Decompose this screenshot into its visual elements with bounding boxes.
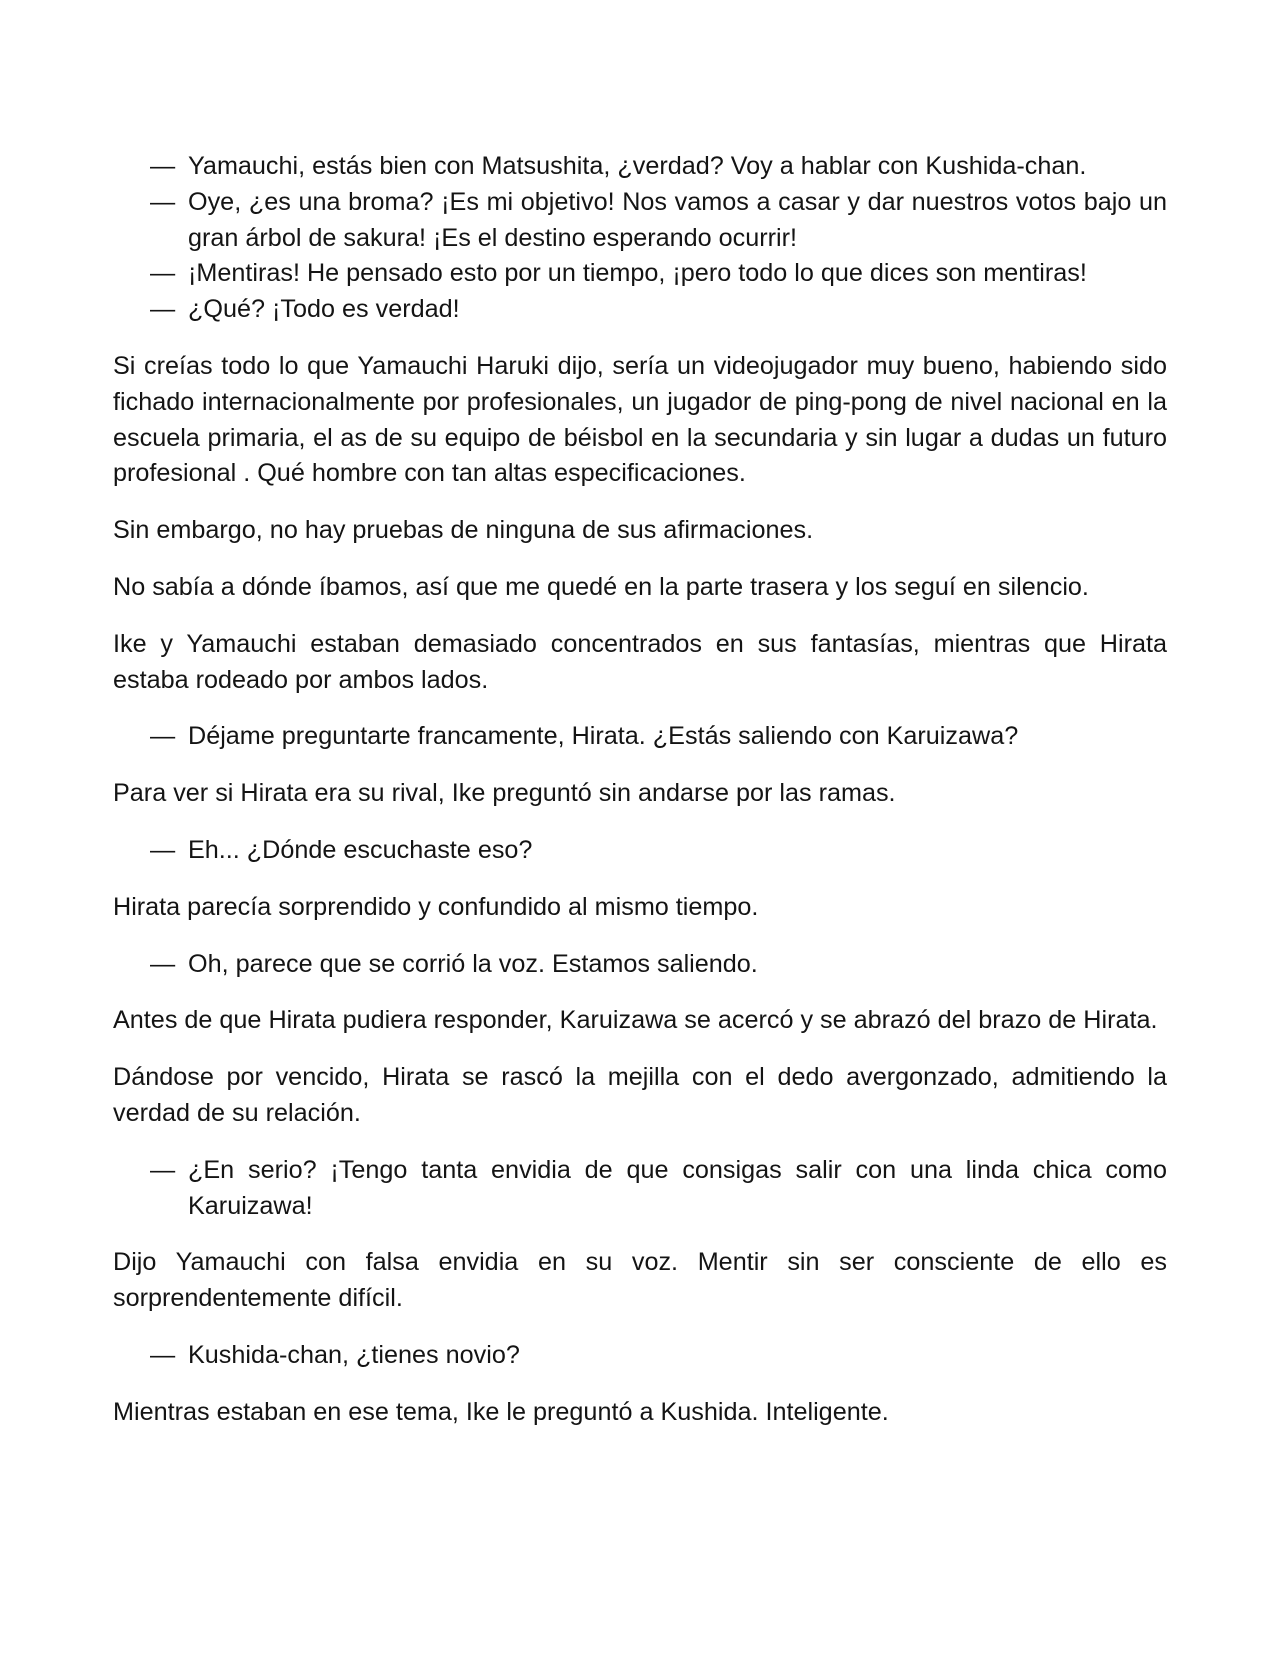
paragraph: Antes de que Hirata pudiera responder, Karuizawa se acercó y se abrazó del brazo de Hirata. [113, 1006, 1158, 1035]
dialogue-dash: — [150, 835, 176, 864]
dialogue-text: Yamauchi, estás bien con Matsushita, ¿verdad? Voy a hablar con Kushida-chan. [188, 152, 1087, 180]
dialogue-text: Kushida-chan, ¿tienes novio? [188, 1340, 520, 1369]
dialogue-dash: — [150, 187, 176, 216]
paragraph: Si creías todo lo que Yamauchi Haruki dijo, sería un videojugador muy bueno, habiendo sido fichado internacionalmente por profesionales, un jugador de ping-pong de nivel nacional en la escuela primaria, el as de su equipo de béisbol en la secundaria y sin lugar a dudas un futuro profesional . Qué hombre con tan altas especificaciones. [113, 351, 1167, 488]
document-page [113, 149, 1167, 1452]
dialogue-line [113, 719, 1167, 755]
dialogue-line [113, 833, 1167, 869]
dialogue-dash: — [150, 722, 176, 751]
dialogue-line [113, 292, 1167, 328]
paragraph: Hirata parecía sorprendido y confundido al mismo tiempo. [113, 892, 759, 921]
dialogue-text: ¿Qué? ¡Todo es verdad! [188, 295, 460, 324]
dialogue-text: ¿En serio? ¡Tengo tanta envidia de que consigas salir con una linda chica como Karuizawa! [188, 1155, 1167, 1220]
dialogue-group [113, 1338, 1167, 1374]
dialogue-line [113, 947, 1167, 983]
paragraph: No sabía a dónde íbamos, así que me quedé en la parte trasera y los seguí en silencio. [113, 572, 1089, 601]
dialogue-group [113, 833, 1167, 869]
paragraph: Dijo Yamauchi con falsa envidia en su voz. Mentir sin ser consciente de ello es sorprendentemente difícil. [113, 1248, 1167, 1313]
paragraph: Sin embargo, no hay pruebas de ninguna de sus afirmaciones. [113, 516, 814, 545]
dialogue-dash: — [150, 949, 176, 978]
paragraph: Para ver si Hirata era su rival, Ike preguntó sin andarse por las ramas. [113, 779, 896, 808]
dialogue-dash: — [150, 152, 176, 180]
paragraph: Ike y Yamauchi estaban demasiado concentrados en sus fantasías, mientras que Hirata estaba rodeado por ambos lados. [113, 629, 1167, 694]
dialogue-line [113, 256, 1167, 292]
dialogue-line [113, 149, 1167, 185]
dialogue-dash: — [150, 259, 176, 288]
dialogue-dash: — [150, 1155, 176, 1184]
dialogue-text: Déjame preguntarte francamente, Hirata. ¿Estás saliendo con Karuizawa? [188, 722, 1019, 751]
dialogue-text: Oye, ¿es una broma? ¡Es mi objetivo! Nos vamos a casar y dar nuestros votos bajo un gran árbol de sakura! ¡Es el destino esperando ocurrir! [188, 187, 1167, 252]
paragraph: Dándose por vencido, Hirata se rascó la mejilla con el dedo avergonzado, admitiendo la verdad de su relación. [113, 1063, 1167, 1127]
dialogue-dash: — [150, 295, 176, 324]
paragraph: Mientras estaban en ese tema, Ike le preguntó a Kushida. Inteligente. [113, 1397, 889, 1426]
dialogue-group [113, 149, 1167, 328]
dialogue-group [113, 1153, 1167, 1225]
dialogue-line [113, 1338, 1167, 1374]
dialogue-dash: — [150, 1340, 176, 1369]
dialogue-line [113, 1153, 1167, 1225]
dialogue-text: ¡Mentiras! He pensado esto por un tiempo, ¡pero todo lo que dices son mentiras! [188, 259, 1087, 288]
dialogue-text: Eh... ¿Dónde escuchaste eso? [188, 835, 533, 864]
dialogue-group [113, 719, 1167, 755]
dialogue-group [113, 947, 1167, 983]
dialogue-text: Oh, parece que se corrió la voz. Estamos saliendo. [188, 949, 758, 978]
dialogue-line [113, 185, 1167, 257]
